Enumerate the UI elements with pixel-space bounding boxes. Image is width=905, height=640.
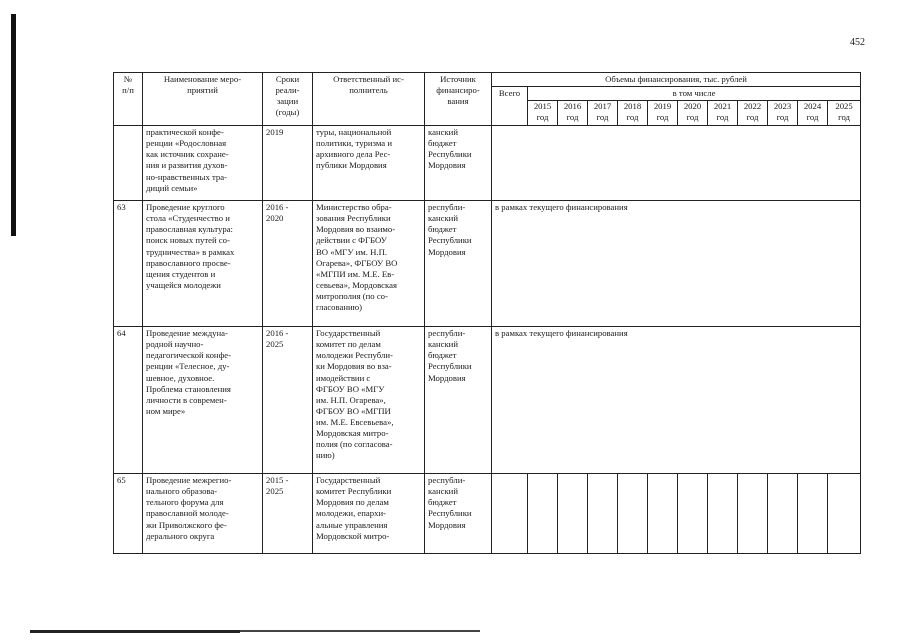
row-responsible: Государственный комитет Республики Мордовия по делам молодежи, епархи- альные управления Мордовской митро- xyxy=(313,474,425,554)
header-year: 2017 год xyxy=(588,101,618,126)
table-row xyxy=(114,474,861,554)
scan-bottom-line xyxy=(30,630,240,633)
header-year: 2018 год xyxy=(618,101,648,126)
row-funding-cell xyxy=(798,474,828,554)
header-year: 2021 год xyxy=(708,101,738,126)
header-year: 2016 год xyxy=(558,101,588,126)
header-year: 2023 год xyxy=(768,101,798,126)
page-number: 452 xyxy=(850,37,865,48)
row-name: практической конфе- ренции «Родословная как источник сохране- ния и развития духов- но-нравственных тра- диций семьи» xyxy=(143,126,263,201)
row-funding-cell xyxy=(678,474,708,554)
header-funding: Объемы финансирования, тыс. рублей xyxy=(492,73,861,87)
row-funding: в рамках текущего финансирования xyxy=(492,327,861,474)
row-name: Проведение межрегио- нального образова- тельного форума для православной молоде- жи Приволжского фе- дерального округа xyxy=(143,474,263,554)
header-responsible: Ответственный ис- полнитель xyxy=(313,73,425,126)
header-year: 2022 год xyxy=(738,101,768,126)
scan-edge-bar xyxy=(11,14,16,236)
header-terms: Сроки реали- зации (годы) xyxy=(263,73,313,126)
row-num: 65 xyxy=(114,474,143,554)
table-row xyxy=(114,201,861,327)
header-total: Всего xyxy=(492,87,528,126)
row-terms: 2016 - 2025 xyxy=(263,327,313,474)
row-source: канский бюджет Республики Мордовия xyxy=(425,126,492,201)
row-funding-cell xyxy=(618,474,648,554)
row-funding-cell xyxy=(708,474,738,554)
table-row xyxy=(114,126,861,201)
row-num xyxy=(114,126,143,201)
row-responsible: Государственный комитет по делам молодежи Республи- ки Мордовия во вза- имодействии с ФГБОУ ВО «МГУ им. Н.П. Огарева», ФГБОУ ВО «МГПИ им. М.Е. Евсевьева», Мордовская митро- полия (по согласова- нию) xyxy=(313,327,425,474)
header-year: 2019 год xyxy=(648,101,678,126)
row-name: Проведение междуна- родной научно- педагогической конфе- ренции «Телесное, ду- шевное, духовное. Проблема становления личности в современ- ном мире» xyxy=(143,327,263,474)
row-funding-cell xyxy=(768,474,798,554)
row-funding-cell xyxy=(492,474,528,554)
header-year: 2024 год xyxy=(798,101,828,126)
row-source: республи- канский бюджет Республики Мордовия xyxy=(425,201,492,327)
row-responsible: Министерство обра- зования Республики Мордовия во взаимо- действии с ФГБОУ ВО «МГУ им. Н.П. Огарева», ФГБОУ ВО «МГПИ им. М.Е. Ев- севьева», Мордовская митрополия (по со- гласованию) xyxy=(313,201,425,327)
row-num: 63 xyxy=(114,201,143,327)
row-funding xyxy=(492,126,861,201)
row-name: Проведение круглого стола «Студенчество и православная культура: поиск новых путей со- трудничества» в рамках православного просве- щения студентов и учащейся молодежи xyxy=(143,201,263,327)
header-year: 2025 год xyxy=(828,101,861,126)
header-year: 2020 год xyxy=(678,101,708,126)
row-terms: 2016 - 2020 xyxy=(263,201,313,327)
scan-bottom-line xyxy=(240,630,480,632)
header-year: 2015 год xyxy=(528,101,558,126)
row-funding-cell xyxy=(738,474,768,554)
header-including: в том числе xyxy=(528,87,861,101)
row-responsible: туры, национальной политики, туризма и архивного дела Рес- публики Мордовия xyxy=(313,126,425,201)
row-funding-cell xyxy=(528,474,558,554)
header-name: Наименование меро- приятий xyxy=(143,73,263,126)
header-row xyxy=(114,73,861,87)
row-terms: 2019 xyxy=(263,126,313,201)
row-funding: в рамках текущего финансирования xyxy=(492,201,861,327)
row-source: республи- канский бюджет Республики Мордовия xyxy=(425,327,492,474)
table-row xyxy=(114,327,861,474)
row-source: республи- канский бюджет Республики Мордовия xyxy=(425,474,492,554)
header-source: Источник финансиро- вания xyxy=(425,73,492,126)
row-funding-cell xyxy=(588,474,618,554)
row-num: 64 xyxy=(114,327,143,474)
row-funding-cell xyxy=(828,474,861,554)
funding-table xyxy=(113,72,861,554)
row-funding-cell xyxy=(558,474,588,554)
row-terms: 2015 - 2025 xyxy=(263,474,313,554)
row-funding-cell xyxy=(648,474,678,554)
header-num: № п/п xyxy=(114,73,143,126)
